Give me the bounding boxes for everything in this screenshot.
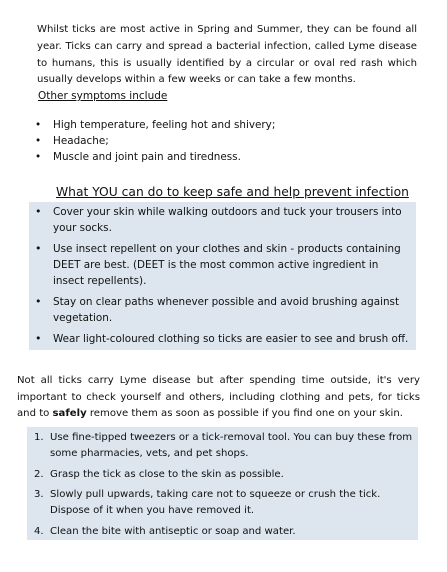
symptoms-list [28,117,275,165]
step-text: Use fine-tipped tweezers or a tick-removal tool. You can buy these from some pharmacies, vets, and pet shops. [50,432,413,459]
bullet-icon: • [35,242,42,255]
prevention-text: Cover your skin while walking outdoors and tuck your trousers into your socks. [53,206,402,234]
bullet-icon: • [35,205,42,218]
removal-intro-paragraph: Not all ticks carry Lyme disease but after spending time outside, it's very important to check yourself and others, including clothing and pets, for ticks and to safely remove them as soon as possible if you find one on your skin. [17,375,420,420]
bullet-icon: • [35,119,42,131]
symptom-text: Muscle and joint pain and tiredness. [53,151,241,163]
step-number: 4. [34,525,44,537]
list-item [34,487,414,519]
bullet-icon: • [35,135,42,147]
step-number: 3. [34,489,44,501]
safely-emphasis: safely [52,408,87,420]
bullet-icon: • [35,295,42,308]
prevention-heading: What YOU can do to keep safe and help prevent infection [56,185,409,199]
symptom-text: High temperature, feeling hot and shivery; [53,119,276,131]
list-item [29,331,409,347]
prevention-text: Wear light-coloured clothing so ticks are easier to see and brush off. [53,333,409,345]
other-symptoms-heading: Other symptoms include [38,90,168,102]
intro-paragraph: Whilst ticks are most active in Spring and Summer, they can be found all year. Ticks can carry and spread a bacterial infection, called Lyme disease to humans, this is usually identified by a circular or oval red rash which usually develops within a few weeks or can take a few months. [37,24,417,86]
list-item [34,524,414,540]
removal-steps-list [34,430,414,545]
list-item [29,241,409,289]
symptom-text: Headache; [53,135,109,147]
list-item [29,294,409,326]
prevention-text: Use insect repellent on your clothes and skin - products containing DEET are best. (DEET is the most common active ingredient in insect repellents). [53,243,401,287]
list-item [28,133,275,149]
list-item [34,430,414,462]
list-item [28,149,275,165]
bullet-icon: • [35,151,42,163]
step-number: 1. [34,432,44,443]
prevention-text: Stay on clear paths whenever possible and avoid brushing against vegetation. [53,296,400,324]
step-text: Slowly pull upwards, taking care not to squeeze or crush the tick. Dispose of it when you have removed it. [50,489,381,517]
step-number: 2. [34,468,44,480]
list-item [28,117,275,133]
step-text: Clean the bite with antiseptic or soap and water. [50,525,296,537]
list-item [29,204,409,236]
prevention-list [29,204,409,352]
bullet-icon: • [35,332,42,345]
step-text: Grasp the tick as close to the skin as possible. [50,468,284,480]
list-item [34,467,414,483]
